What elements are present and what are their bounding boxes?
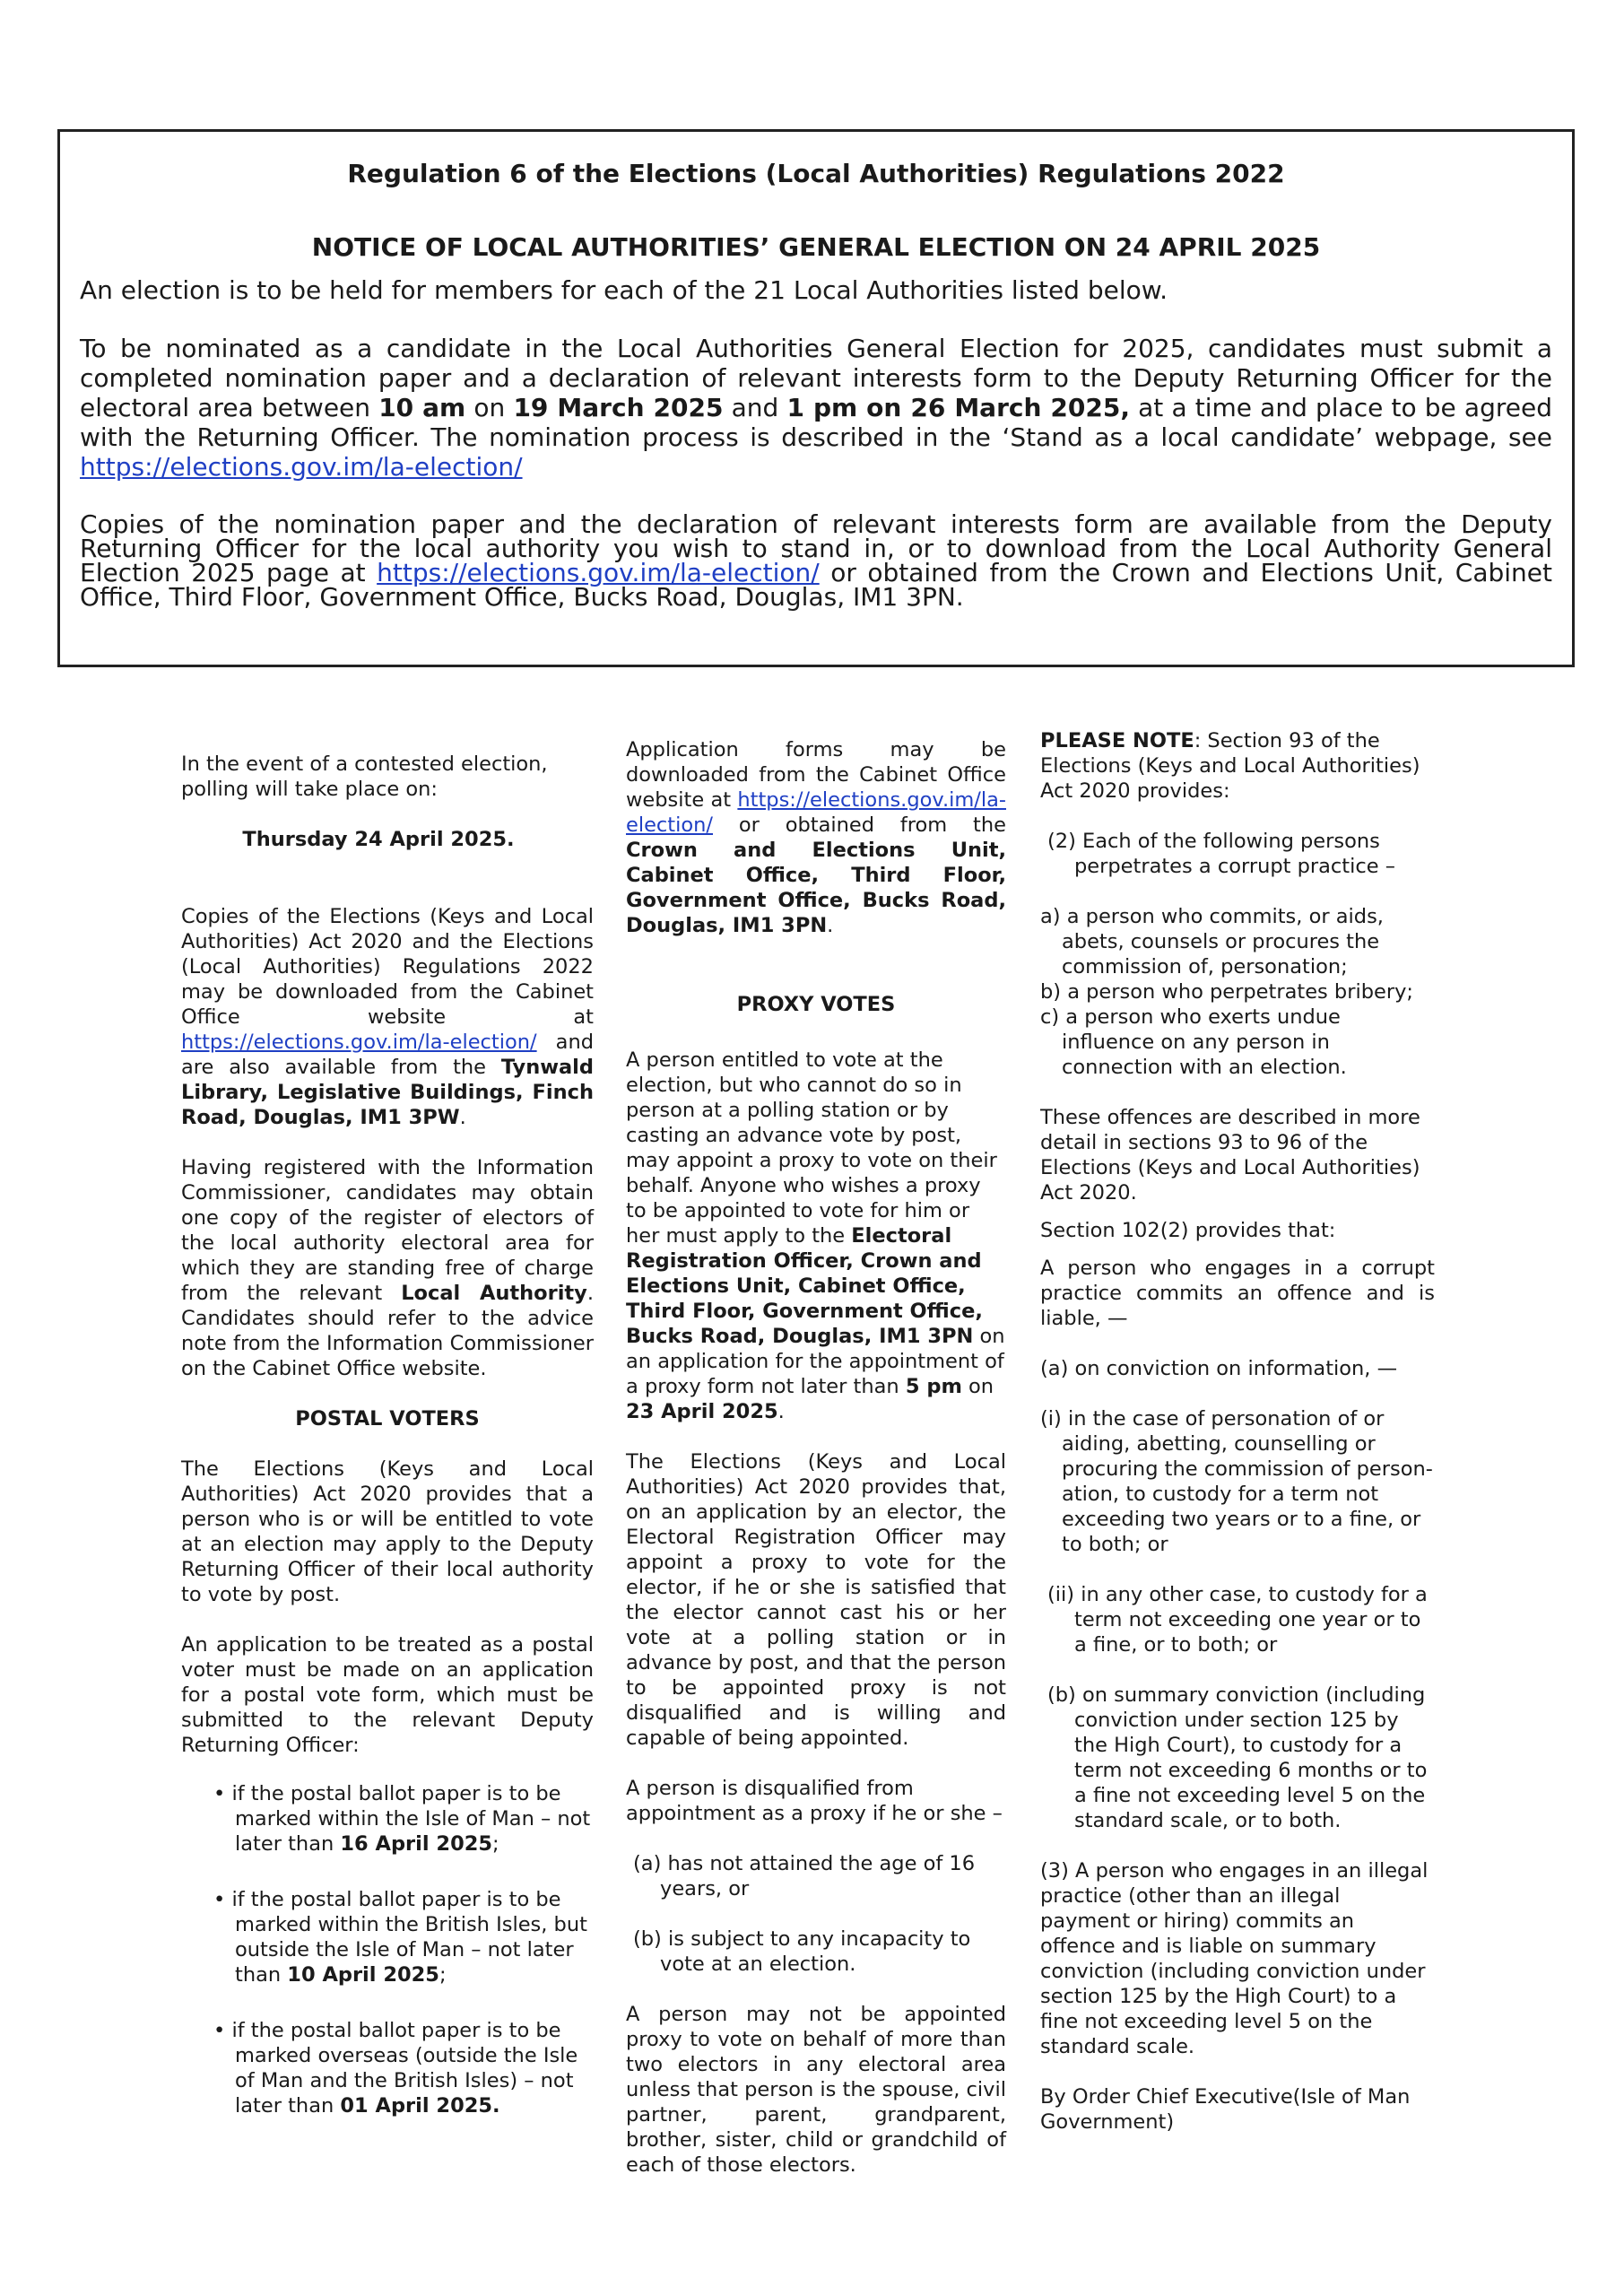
- forms-text-2: or obtained from the: [713, 813, 1006, 837]
- regulation-title: Regulation 6 of the Elections (Local Authorities) Regulations 2022: [347, 159, 1285, 188]
- please-note-label: PLEASE NOTE: [1040, 729, 1194, 752]
- postal-voters-heading: POSTAL VOTERS: [295, 1407, 480, 1431]
- nomination-text: To be nominated as a candidate in the Local Authorities General Election for 2025, candidates must submit a completed nomination paper and a declaration of relevant interests form to the Deputy Returning Officer for the electoral area between: [80, 334, 1552, 422]
- postal-bullet-british-isles: • if the postal ballot paper is to be marked within the British Isles, but outside the Isle of Man – not later than 10 April 2025;: [213, 1888, 587, 1987]
- forms-end: .: [827, 914, 834, 937]
- section-3-text: (3) A person who engages in an illegal practice (other than an illegal payment or hiring) commits an offence and is liable on summary conviction (including conviction under section 125 by the High Court) to a fine not exceeding level 5 on the standard scale.: [1040, 1859, 1429, 2058]
- corrupt-practice-item-a: a) a person who commits, or aids, abets, counsels or procures the commission of, personation;: [1040, 905, 1384, 978]
- nomination-text-2: at a time and place to be agreed with the Returning Officer. The nomination process is described in the ‘Stand as a local candidate’ webpage, see: [80, 393, 1552, 452]
- postal-paragraph-2: An application to be treated as a postal voter must be made on an application for a postal vote form, which must be submitted to the relevant Deputy Returning Officer:: [181, 1633, 594, 1757]
- notice-title: NOTICE OF LOCAL AUTHORITIES’ GENERAL ELECTION ON 24 APRIL 2025: [311, 232, 1321, 262]
- postal-bullet-isle-of-man: • if the postal ballot paper is to be marked within the Isle of Man – not later than 16 April 2025;: [213, 1782, 591, 1856]
- notice-intro: An election is to be held for members for each of the 21 Local Authorities listed below.: [80, 275, 1168, 305]
- proxy-text-2: on an application for the appointment of a proxy form not later than: [626, 1325, 1005, 1398]
- section-2-intro: (2) Each of the following persons perpetrates a corrupt practice –: [1047, 830, 1395, 878]
- by-order-signature: By Order Chief Executive(Isle of Man Government): [1040, 2085, 1411, 2134]
- proxy-on: on: [961, 1375, 994, 1398]
- bullet-text: if the postal ballot paper is to be marked within the Isle of Man – not later than: [231, 1782, 591, 1856]
- proxy-paragraph-2: The Elections (Keys and Local Authorities) Act 2020 provides that, on an application by an elector, the Electoral Registration Officer may appoint a proxy to vote for the elector, if he or she is satisfied that the elector cannot cast his or her vote at a polling station or in advance by post, and that the person to be appointed proxy is not disqualified and is willing and capable of being appointed.: [626, 1450, 1006, 1750]
- corrupt-practice-item-c: c) a person who exerts undue influence on any person in connection with an election.: [1040, 1005, 1347, 1079]
- polling-intro: In the event of a contested election, polling will take place on:: [181, 752, 548, 801]
- nomination-paragraph: [80, 334, 1552, 482]
- corrupt-practice-item-b: b) a person who perpetrates bribery;: [1040, 980, 1413, 1004]
- nomination-date-start: 19 March 2025: [513, 393, 724, 422]
- section-102-text: A person who engages in a corrupt practice commits an offence and is liable, —: [1040, 1257, 1435, 1330]
- nomination-on: on: [465, 393, 514, 422]
- proxy-limit-paragraph: A person may not be appointed proxy to vote on behalf of more than two electors in any electoral area unless that person is the spouse, civil partner, parent, grandparent, brother, sister, child or grandchild of each of those electors.: [626, 2003, 1006, 2177]
- item-i: (i) in the case of personation of or aiding, abetting, counselling or procuring the commission of person-ation, to custody for a term not exceeding two years or to a fine, or to both; or: [1040, 1407, 1433, 1556]
- disqualified-item-a: (a) has not attained the age of 16 years, or: [633, 1852, 976, 1900]
- proxy-votes-heading: PROXY VOTES: [736, 993, 896, 1016]
- conviction-on-information: (a) on conviction on information, —: [1040, 1357, 1398, 1380]
- forms-text: Application forms may be downloaded from the Cabinet Office website at: [626, 738, 1006, 812]
- copies-acts-paragraph: [181, 904, 594, 1130]
- ero-address: Electoral Registration Officer, Crown and Elections Unit, Cabinet Office, Third Floor, Government Office, Bucks Road, Douglas, IM1 3PN: [626, 1224, 983, 1348]
- bullet-end: ;: [439, 1963, 447, 1987]
- copies-acts-text: Copies of the Elections (Keys and Local Authorities) Act 2020 and the Elections (Local Authorities) Regulations 2022 may be downloaded from the Cabinet Office website at: [181, 905, 594, 1029]
- proxy-paragraph-1: [626, 1048, 1006, 1424]
- bullet-date: 01 April 2025.: [340, 2094, 500, 2118]
- please-note-text: : Section 93 of the Elections (Keys and Local Authorities) Act 2020 provides:: [1040, 729, 1420, 803]
- acts-link[interactable]: https://elections.gov.im/la-election/: [181, 1031, 537, 1054]
- left-column: [181, 752, 594, 2118]
- middle-column: [626, 737, 1006, 2178]
- postal-paragraph-1: The Elections (Keys and Local Authorities) Act 2020 provides that a person who is or will be entitled to vote at an election may apply to the Deputy Returning Officer of their local authority to vote by post.: [181, 1457, 594, 1606]
- proxy-text: A person entitled to vote at the election, but who cannot do so in person at a polling station or by casting an advance vote by post, may appoint a proxy to vote on their behalf. Anyone who wishes a proxy to be appointed to vote for him or her must apply to the: [626, 1048, 997, 1248]
- disqualified-intro: A person is disqualified from appointment as a proxy if he or she –: [626, 1777, 1003, 1825]
- bullet-date: 16 April 2025: [340, 1832, 493, 1856]
- offences-described: These offences are described in more detail in sections 93 to 96 of the Elections (Keys and Local Authorities) Act 2020.: [1040, 1106, 1420, 1205]
- disqualified-item-b: (b) is subject to any incapacity to vote at an election.: [633, 1927, 971, 1976]
- copies-acts-text-2: and are also available from the: [181, 1031, 594, 1079]
- nomination-deadline: 1 pm on 26 March 2025,: [786, 393, 1130, 422]
- please-note-paragraph: [1040, 728, 1435, 804]
- right-column: [1040, 728, 1435, 2135]
- register-paragraph: [181, 1155, 594, 1381]
- postal-bullet-overseas: • if the postal ballot paper is to be marked overseas (outside the Isle of Man and the British Isles) – not later than 01 April 2025.: [213, 2019, 578, 2118]
- forms-link[interactable]: https://elections.gov.im/la-election/: [626, 788, 1006, 837]
- copies-link[interactable]: https://elections.gov.im/la-election/: [377, 558, 820, 587]
- nomination-and: and: [723, 393, 787, 422]
- crown-elections-address: Crown and Elections Unit, Cabinet Office, Third Floor, Government Office, Bucks Road, Douglas, IM1 3PN: [626, 839, 1006, 937]
- tynwald-library-address: Tynwald Library, Legislative Buildings, Finch Road, Douglas, IM1 3PW: [181, 1056, 594, 1129]
- copies-paragraph: [80, 509, 1552, 612]
- local-authority-bold: Local Authority: [401, 1282, 587, 1305]
- proxy-deadline-time: 5 pm: [905, 1375, 962, 1398]
- copies-text-2: or obtained from the Crown and Elections Unit, Cabinet Office, Third Floor, Government Office, Bucks Road, Douglas, IM1 3PN.: [80, 558, 1552, 612]
- nomination-time-start: 10 am: [378, 393, 466, 422]
- nomination-link[interactable]: https://elections.gov.im/la-election/: [80, 452, 523, 482]
- bullet-text: if the postal ballot paper is to be marked within the British Isles, but outside the Isle of Man – not later than: [231, 1888, 587, 1987]
- summary-conviction: (b) on summary conviction (including conviction under section 125 by the High Court), to custody for a term not exceeding 6 months or to a fine not exceeding level 5 on the standard scale, or to both.: [1047, 1683, 1428, 1832]
- proxy-end: .: [777, 1400, 785, 1423]
- notice-box: [57, 129, 1575, 667]
- register-text-2: . Candidates should refer to the advice note from the Information Commissioner on the Cabinet Office website.: [181, 1282, 594, 1380]
- copies-acts-end: .: [459, 1106, 466, 1129]
- bullet-end: ;: [492, 1832, 499, 1856]
- section-102-intro: Section 102(2) provides that:: [1040, 1219, 1336, 1242]
- polling-date: Thursday 24 April 2025.: [242, 828, 515, 851]
- proxy-deadline-date: 23 April 2025: [626, 1400, 778, 1423]
- register-text: Having registered with the Information Commissioner, candidates may obtain one copy of the register of electors of the local authority electoral area for which they are standing free of charge from the relevant: [181, 1156, 594, 1305]
- bullet-date: 10 April 2025: [287, 1963, 439, 1987]
- item-ii: (ii) in any other case, to custody for a term not exceeding one year or to a fine, or to both; or: [1047, 1583, 1428, 1657]
- forms-paragraph: [626, 737, 1006, 938]
- bullet-text: if the postal ballot paper is to be marked overseas (outside the Isle of Man and the British Isles) – not later than: [231, 2019, 578, 2118]
- copies-text: Copies of the nomination paper and the declaration of relevant interests form are available from the Deputy Returning Officer for the local authority you wish to stand in, or to download from the Local Authority General Election 2025 page at: [80, 509, 1552, 587]
